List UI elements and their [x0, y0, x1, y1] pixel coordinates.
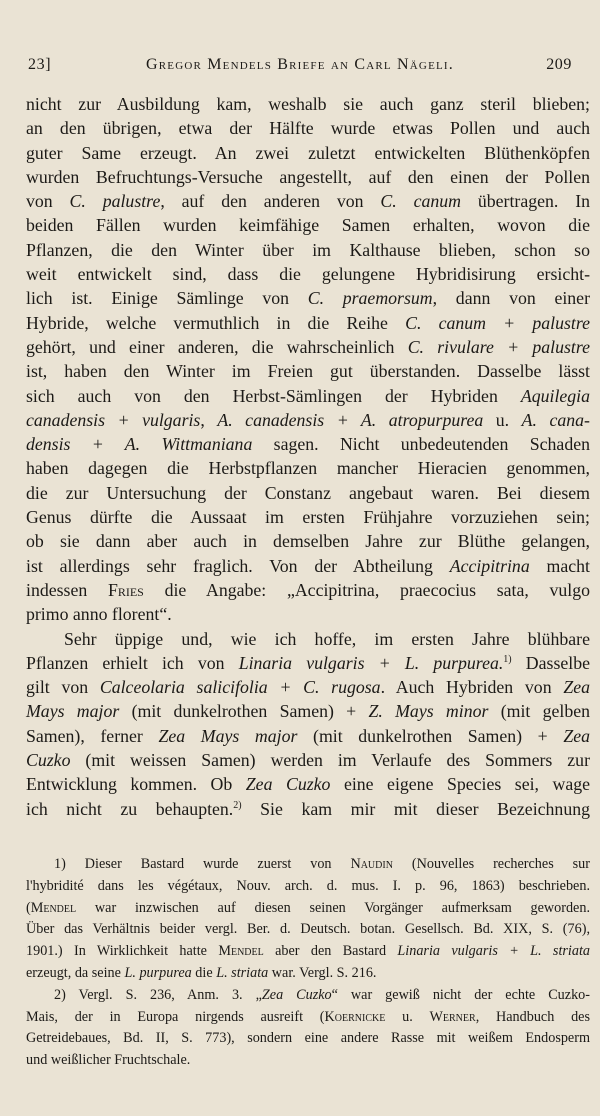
footnote-line: 2) Vergl. S. 236, Anm. 3. „Zea Cuzko“ war gewiß nicht der echte Cuzko-: [54, 986, 590, 1003]
footnote-line: und weißlicher Fruchtschale.: [26, 1052, 191, 1069]
text-line: Cuzko (mit weissen Samen) werden im Verlaufe des Sommers zur: [26, 750, 590, 771]
header-section-number: 23]: [28, 56, 52, 73]
text-line: Samen), ferner Zea Mays major (mit dunkelrothen Samen) + Zea: [26, 725, 591, 746]
text-line: wurden Befruchtungs-Versuche angestellt, auf den einen der Pollen: [26, 166, 590, 187]
text-line: weit entwickelt sind, dass die gelungene Hybridisirung ersicht-: [26, 264, 590, 285]
main-text: [26, 92, 590, 821]
text-line: ist allerdings sehr fraglich. Von der Abtheilung Accipitrina macht: [26, 555, 590, 576]
text-line: haben dagegen die Herbstpflanzen mancher Hieracien genommen,: [26, 458, 590, 479]
text-line: canadensis + vulgaris, A. canadensis + A. atropurpurea u. A. cana-: [26, 409, 590, 430]
text-line: ich nicht zu behaupten.$^{2)}$ Sie kam mir mit dieser Bezeichnung: [26, 798, 590, 819]
text-line: sich auch von den Herbst-Sämlingen der Hybriden Aquilegia: [26, 385, 590, 406]
footnote-line: erzeugt, da seine L. purpurea die L. striata war. Vergl. S. 216.: [26, 964, 377, 981]
text-line: von C. palustre, auf den anderen von C. canum übertragen. In: [26, 191, 591, 212]
footnote-line: 1) Dieser Bastard wurde zuerst von Naudin (Nouvelles recherches sur: [54, 856, 591, 872]
text-line: lich ist. Einige Sämlinge von C. praemorsum, dann von einer: [26, 288, 590, 309]
footnote-line: Mais, der in Europa nirgends ausreift (Koernicke u. Werner, Handbuch des: [26, 1008, 590, 1025]
text-line: Entwicklung kommen. Ob Zea Cuzko eine eigene Species sei, wage: [26, 774, 591, 795]
text-line: Mays major (mit dunkelrothen Samen) + Z. Mays minor (mit gelben: [26, 701, 590, 722]
footnote-line: 1901.) In Wirklichkeit hatte Mendel aber den Bastard Linaria vulgaris + L. striata: [26, 943, 590, 960]
text-line: Sehr üppige und, wie ich hoffe, im ersten Jahre blühbare: [64, 628, 590, 649]
footnote-line: Über das Verhältnis beider vergl. Ber. d. Deutsch. botan. Gesellsch. Bd. XIX, S. (76),: [26, 921, 590, 938]
footnote-line: l'hybridité dans les végétaux, Nouv. arch. d. mus. I. p. 96, 1863) beschrieben.: [26, 877, 590, 894]
text-line: nicht zur Ausbildung kam, weshalb sie auch ganz steril blieben;: [26, 94, 590, 114]
footnote-line: Getreidebaues, Bd. II, S. 773), sondern eine andere Rasse mit weißem Endosperm: [26, 1030, 590, 1047]
text-line: indessen Fries die Angabe: „Accipitrina, praecocius sata, vulgo: [26, 579, 590, 600]
text-line: ob sie dann aber auch in demselben Jahre zur Blüthe gelangen,: [26, 531, 590, 552]
text-line: an den übrigen, etwa der Hälfte wurde etwas Pollen und auch: [26, 118, 590, 139]
text-line: primo anno florent“.: [26, 604, 172, 625]
text-line: densis + A. Wittmaniana sagen. Nicht unbedeutenden Schaden: [26, 434, 590, 455]
text-line: Hybride, welche vermuthlich in die Reihe C. canum + palustre: [26, 312, 590, 333]
text-line: guter Same erzeugt. An zwei zuletzt entwickelten Blüthenköpfen: [26, 142, 590, 163]
header-title: Gregor Mendels Briefe an Carl Nägeli.: [146, 56, 454, 73]
text-line: Genus dürfte die Aussaat im ersten Frühjahre vorzuziehen sein;: [26, 507, 590, 528]
text-line: gehört, und einer anderen, die wahrscheinlich C. rivulare + palustre: [26, 336, 591, 357]
footnote-ref: 2): [233, 799, 242, 811]
footnote-ref: 1): [503, 653, 512, 665]
text-line: Pflanzen erhielt ich von Linaria vulgaris + L. purpurea.$^{1)}$ Dasselbe: [26, 652, 590, 673]
footnotes: [26, 854, 590, 1072]
footnote-line: (Mendel war inzwischen auf diesen seinen Vorgänger aufmerksam geworden.: [26, 899, 590, 916]
page-number: 209: [546, 56, 572, 73]
text-line: gilt von Calceolaria salicifolia + C. rugosa. Auch Hybriden von Zea: [26, 677, 590, 698]
text-line: die zur Untersuchung der Constanz angebaut waren. Bei diesem: [26, 482, 590, 503]
text-line: beiden Fällen wurden keimfähige Samen erhalten, wovon die: [26, 215, 590, 236]
text-line: ist, haben den Winter im Freien gut überstanden. Dasselbe lässt: [26, 361, 590, 382]
running-header: [28, 56, 572, 82]
text-line: Pflanzen, die den Winter über im Kalthause blieben, schon so: [26, 239, 590, 260]
